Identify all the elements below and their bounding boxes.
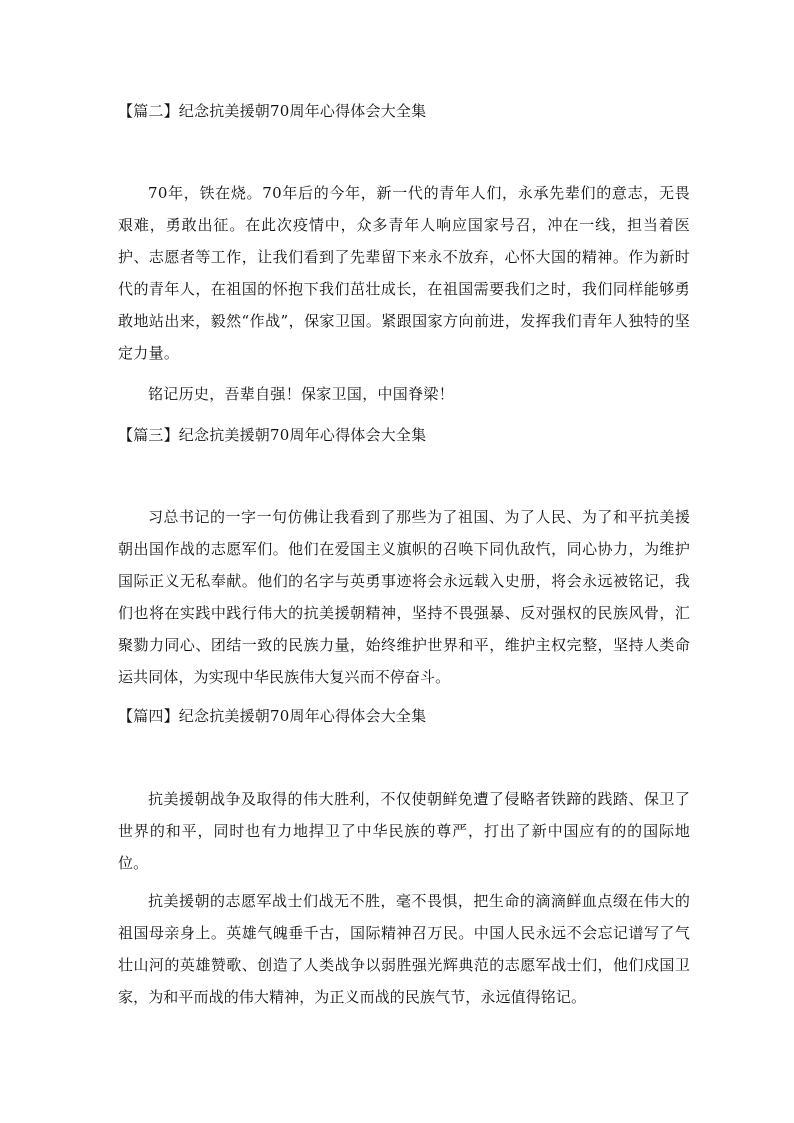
section-3-paragraph-1: 习总书记的一字一句仿佛让我看到了那些为了祖国、为了人民、为了和平抗美援朝出国作战的志愿军们。他们在爱国主义旗帜的召唤下同仇敌忾，同心协力，为维护国际正义无私奉献。他们的名字与英勇事迹将会永远载入史册，将会永远被铭记，我们也将在实践中践行伟大的抗美援朝精神，坚持不畏强暴、反对强权的民族风骨，汇聚勠力同心、团结一致的民族力量，始终维护世界和平，维护主权完整，坚持人类命运共同体，为实现中华民族伟大复兴而不停奋斗。 <box>118 508 690 686</box>
section-heading-4: 【篇四】纪念抗美援朝70周年心得体会大全集 <box>118 707 427 725</box>
section-4-paragraph-2: 抗美援朝的志愿军战士们战无不胜，毫不畏惧，把生命的滴滴鲜血点缀在伟大的祖国母亲身上。英雄气魄垂千古，国际精神召万民。中国人民永远不会忘记谱写了气壮山河的英雄赞歌、创造了人类战争以弱胜强光辉典范的志愿军战士们，他们戍国卫家，为和平而战的伟大精神，为正义而战的民族气节，永远值得铭记。 <box>118 892 690 1006</box>
section-4-paragraph-1: 抗美援朝战争及取得的伟大胜利，不仅使朝鲜免遭了侵略者铁蹄的践踏、保卫了世界的和平，同时也有力地捍卫了中华民族的尊严，打出了新中国应有的的国际地位。 <box>118 790 690 872</box>
section-heading-3: 【篇三】纪念抗美援朝70周年心得体会大全集 <box>118 426 427 444</box>
section-heading-2: 【篇二】纪念抗美援朝70周年心得体会大全集 <box>118 102 427 120</box>
section-2-paragraph-2: 铭记历史，吾辈自强！保家卫国，中国脊梁！ <box>148 385 455 403</box>
section-2-paragraph-1: 70年，铁在烧。70年后的今年，新一代的青年人们，永承先辈们的意志，无畏艰难，勇敢出征。在此次疫情中，众多青年人响应国家号召，冲在一线，担当着医护、志愿者等工作，让我们看到了先辈留下来永不放弃，心怀大国的精神。作为新时代的青年人，在祖国的怀抱下我们茁壮成长，在祖国需要我们之时，我们同样能够勇敢地站出来，毅然“作战”，保家卫国。紧跟国家方向前进，发挥我们青年人独特的坚定力量。 <box>118 184 690 362</box>
